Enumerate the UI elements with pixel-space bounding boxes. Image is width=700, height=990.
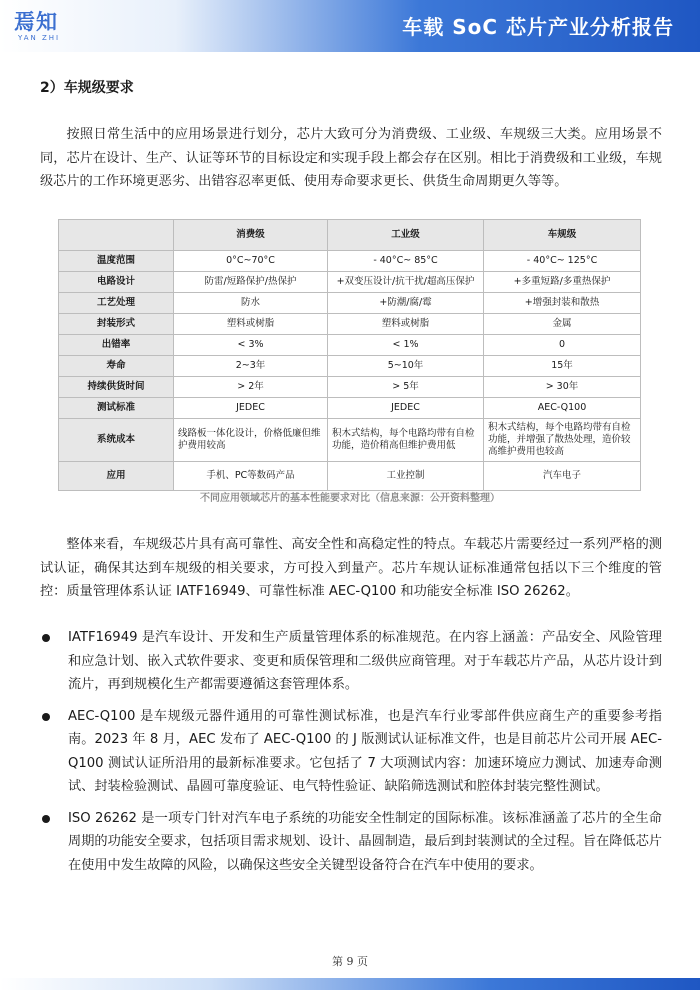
bullet-dot-icon — [42, 815, 50, 823]
table-row — [59, 462, 641, 491]
bullet-dot-icon — [42, 634, 50, 642]
table-cell: 工业控制 — [328, 462, 484, 491]
table-cell: - 40°C~ 85°C — [328, 251, 484, 272]
table-row-header: 温度范围 — [59, 251, 174, 272]
bullet-dot-icon — [42, 713, 50, 721]
table-cell: 手机、PC等数码产品 — [174, 462, 328, 491]
table-cell: < 3% — [174, 335, 328, 356]
list-item — [40, 807, 662, 878]
bullet-text: IATF16949 是汽车设计、开发和生产质量管理体系的标准规范。在内容上涵盖：产品安全、风险管理和应急计划、嵌入式软件要求、变更和质保管理和二级供应商管理。对于车载芯片产品，从芯片设计到流片，再到规模化生产都需要遵循这套管理体系。 — [68, 630, 662, 692]
intro-paragraph: 按照日常生活中的应用场景进行划分，芯片大致可分为消费级、工业级、车规级三大类。应用场景不同，芯片在设计、生产、认证等环节的目标设定和实现手段上都会存在区别。相比于消费级和工业级，车规级芯片的工作环境更恶劣、出错容忍率更低、使用寿命要求更长、供货生命周期更久等等。 — [40, 127, 662, 189]
table-row-header: 工艺处理 — [59, 293, 174, 314]
table-row — [59, 314, 641, 335]
standards-bullet-list — [40, 626, 662, 885]
table-row — [59, 335, 641, 356]
summary-paragraph: 整体来看，车规级芯片具有高可靠性、高安全性和高稳定性的特点。车载芯片需要经过一系列严格的测试认证，确保其达到车规级的相关要求，方可投入到量产。芯片车规认证标准通常包括以下三个维度的管控：质量管理体系认证 IATF16949、可靠性标准 AEC-Q100 和功能安全标准 ISO 26262。 — [40, 537, 662, 599]
table-cell: AEC-Q100 — [484, 398, 641, 419]
report-title: 车载 SoC 芯片产业分析报告 — [402, 15, 674, 39]
table-row-header: 持续供货时间 — [59, 377, 174, 398]
table-row — [59, 293, 641, 314]
table-cell: 防水 — [174, 293, 328, 314]
yanzhi-logo — [14, 6, 106, 46]
section-heading: 2）车规级要求 — [40, 80, 134, 96]
table-cell: 2~3年 — [174, 356, 328, 377]
table-cell: 0°C~70°C — [174, 251, 328, 272]
logo-subtext: YAN ZHI — [18, 34, 61, 42]
table-header-row — [59, 220, 641, 251]
table-row — [59, 251, 641, 272]
table-cell: 塑料或树脂 — [174, 314, 328, 335]
table-cell: 15年 — [484, 356, 641, 377]
table-cell: 0 — [484, 335, 641, 356]
logo-mark: 焉知 — [14, 10, 58, 34]
table-cell: +双变压设计/抗干扰/超高压保护 — [328, 272, 484, 293]
table-cell: +增强封装和散热 — [484, 293, 641, 314]
table-row — [59, 398, 641, 419]
page-header — [0, 0, 700, 52]
table-cell: 积木式结构，每个电路均带有自检功能，并增强了散热处理，造价较高维护费用也较高 — [484, 419, 641, 462]
table-cell: 防雷/短路保护/热保护 — [174, 272, 328, 293]
table-cell: 5~10年 — [328, 356, 484, 377]
table-cell: 线路板一体化设计，价格低廉但维护费用较高 — [174, 419, 328, 462]
table-row — [59, 272, 641, 293]
table-cell: +多重短路/多重热保护 — [484, 272, 641, 293]
bullet-text: AEC-Q100 是车规级元器件通用的可靠性测试标准，也是汽车行业零部件供应商生产的重要参考指南。2023 年 8 月，AEC 发布了 AEC-Q100 的 J 版测试认证标准文件，也是目前芯片公司开展 AEC-Q100 测试认证所沿用的最新标准要求。它包括了 7 大项测试内容：加速环境应力测试、加速寿命测试、封装检验测试、晶圆可靠度验证、电气特性验证、缺陷筛选测试和腔体封装完整性测试。 — [68, 708, 662, 794]
table-row-header: 寿命 — [59, 356, 174, 377]
table-header-cell: 工业级 — [328, 220, 484, 251]
table-row-header: 系统成本 — [59, 419, 174, 462]
table-cell: +防潮/腐/霉 — [328, 293, 484, 314]
table-cell: 积木式结构，每个电路均带有自检功能，造价稍高但维护费用低 — [328, 419, 484, 462]
table-row — [59, 356, 641, 377]
table-cell: > 30年 — [484, 377, 641, 398]
table-cell: JEDEC — [328, 398, 484, 419]
list-item — [40, 626, 662, 697]
table-row — [59, 377, 641, 398]
table-row-header: 测试标准 — [59, 398, 174, 419]
table-header-cell: 消费级 — [174, 220, 328, 251]
table-cell: 汽车电子 — [484, 462, 641, 491]
page-number: 第 9 页 — [332, 955, 368, 968]
table-cell: 金属 — [484, 314, 641, 335]
table-row-header: 应用 — [59, 462, 174, 491]
table-cell: > 2年 — [174, 377, 328, 398]
list-item — [40, 705, 662, 799]
table-header-cell: 车规级 — [484, 220, 641, 251]
table-header-cell — [59, 220, 174, 251]
footer-bar — [0, 978, 700, 990]
table-row-header: 电路设计 — [59, 272, 174, 293]
table-cell: 塑料或树脂 — [328, 314, 484, 335]
table-row-header: 出错率 — [59, 335, 174, 356]
table-cell: > 5年 — [328, 377, 484, 398]
chip-grade-comparison-table — [58, 219, 641, 491]
bullet-text: ISO 26262 是一项专门针对汽车电子系统的功能安全性制定的国际标准。该标准涵盖了芯片的全生命周期的功能安全要求，包括项目需求规划、设计、晶圆制造，最后到封装测试的全过程。旨在降低芯片在使用中发生故障的风险，以确保这些安全关键型设备符合在汽车中使用的要求。 — [68, 810, 662, 873]
table-cell: JEDEC — [174, 398, 328, 419]
table-caption: 不同应用领域芯片的基本性能要求对比（信息来源：公开资料整理） — [200, 493, 500, 504]
table-cell: < 1% — [328, 335, 484, 356]
table-row — [59, 419, 641, 462]
table-cell: - 40°C~ 125°C — [484, 251, 641, 272]
table-row-header: 封装形式 — [59, 314, 174, 335]
